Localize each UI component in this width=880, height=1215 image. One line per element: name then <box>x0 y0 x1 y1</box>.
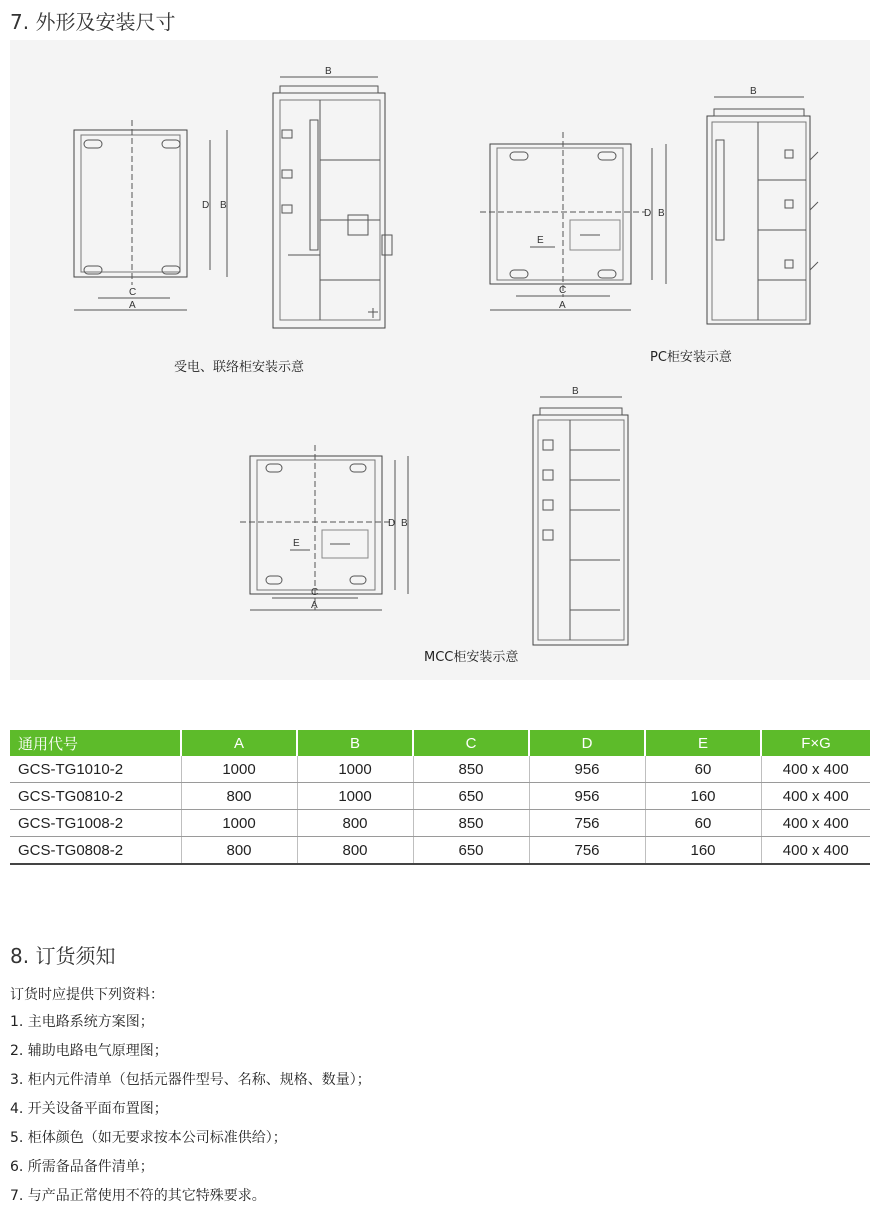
table-cell: 650 <box>413 837 529 865</box>
table-cell: 650 <box>413 783 529 810</box>
caption-mcc-cabinet: MCC柜安装示意 <box>424 650 519 665</box>
dim-label-b-4: B <box>658 208 665 219</box>
dim-label-c-1: C <box>129 287 137 298</box>
installation-drawings <box>10 40 870 680</box>
list-item: 6. 所需备品备件清单； <box>10 1159 154 1175</box>
section-7-title: 7. 外形及安装尺寸 <box>10 10 176 34</box>
table-cell: 850 <box>413 756 529 783</box>
table-cell: 1000 <box>181 810 297 837</box>
caption-incoming-cabinet: 受电、联络柜安装示意 <box>174 360 305 375</box>
table-cell: 160 <box>645 837 761 865</box>
table-cell: 1000 <box>181 756 297 783</box>
dim-label-e-2: E <box>293 538 300 549</box>
dim-label-a-3: A <box>311 600 318 611</box>
dim-label-d-1: D <box>202 200 210 211</box>
incoming-side-view <box>273 77 392 328</box>
table-header: A <box>181 730 297 756</box>
table-cell: 1000 <box>297 756 413 783</box>
dim-label-d-3: D <box>388 518 396 529</box>
table-cell: 800 <box>181 837 297 865</box>
table-header: D <box>529 730 645 756</box>
table-cell: 800 <box>297 810 413 837</box>
table-cell: 400 x 400 <box>761 783 870 810</box>
table-cell: 400 x 400 <box>761 837 870 865</box>
dim-label-d-2: D <box>644 208 652 219</box>
table-header: C <box>413 730 529 756</box>
list-item: 2. 辅助电路电气原理图； <box>10 1043 168 1059</box>
installation-drawings-panel <box>10 40 870 680</box>
dim-label-c-3: C <box>311 587 319 598</box>
list-item: 5. 柜体颜色（如无要求按本公司标准供给）； <box>10 1130 287 1146</box>
table-cell: 956 <box>529 756 645 783</box>
table-cell: 756 <box>529 810 645 837</box>
table-row <box>10 837 870 865</box>
table-cell: GCS-TG1008-2 <box>10 810 181 837</box>
incoming-plan-view <box>74 120 227 310</box>
mcc-plan-view <box>240 445 408 610</box>
table-header-row <box>10 730 870 756</box>
dim-label-b-1: B <box>325 66 332 77</box>
dim-label-a-2: A <box>559 300 566 311</box>
dim-label-c-2: C <box>559 285 567 296</box>
order-requirements-list <box>10 1012 371 1215</box>
dim-label-b-6: B <box>401 518 408 529</box>
table-cell: 800 <box>297 837 413 865</box>
dim-label-a-1: A <box>129 300 136 311</box>
list-item: 7. 与产品正常使用不符的其它特殊要求。 <box>10 1188 266 1204</box>
order-intro-text: 订货时应提供下列资料： <box>10 987 164 1003</box>
dim-label-b-2: B <box>220 200 227 211</box>
dim-label-e-1: E <box>537 235 544 246</box>
table-header: F×G <box>761 730 870 756</box>
section-8-title: 8. 订货须知 <box>10 944 116 968</box>
mcc-side-view <box>533 397 628 645</box>
pc-plan-view <box>480 132 666 310</box>
table-header: 通用代号 <box>10 730 181 756</box>
dim-label-b-3: B <box>750 86 757 97</box>
table-cell: 160 <box>645 783 761 810</box>
caption-pc-cabinet: PC柜安装示意 <box>650 350 732 365</box>
list-item: 3. 柜内元件清单（包括元器件型号、名称、规格、数量）； <box>10 1072 371 1088</box>
table-cell: 756 <box>529 837 645 865</box>
pc-side-view <box>707 97 818 324</box>
table-cell: GCS-TG1010-2 <box>10 756 181 783</box>
table-cell: 60 <box>645 756 761 783</box>
table-row <box>10 783 870 810</box>
table-cell: GCS-TG0808-2 <box>10 837 181 865</box>
list-item: 4. 开关设备平面布置图； <box>10 1101 168 1117</box>
table-row <box>10 810 870 837</box>
table-cell: 800 <box>181 783 297 810</box>
table-cell: 956 <box>529 783 645 810</box>
table-cell: GCS-TG0810-2 <box>10 783 181 810</box>
table-header: B <box>297 730 413 756</box>
table-cell: 400 x 400 <box>761 810 870 837</box>
table-cell: 400 x 400 <box>761 756 870 783</box>
dimension-table <box>10 730 870 865</box>
table-cell: 850 <box>413 810 529 837</box>
list-item: 1. 主电路系统方案图； <box>10 1014 154 1030</box>
dim-label-b-5: B <box>572 386 579 397</box>
table-header: E <box>645 730 761 756</box>
table-row <box>10 756 870 783</box>
table-cell: 60 <box>645 810 761 837</box>
table-cell: 1000 <box>297 783 413 810</box>
